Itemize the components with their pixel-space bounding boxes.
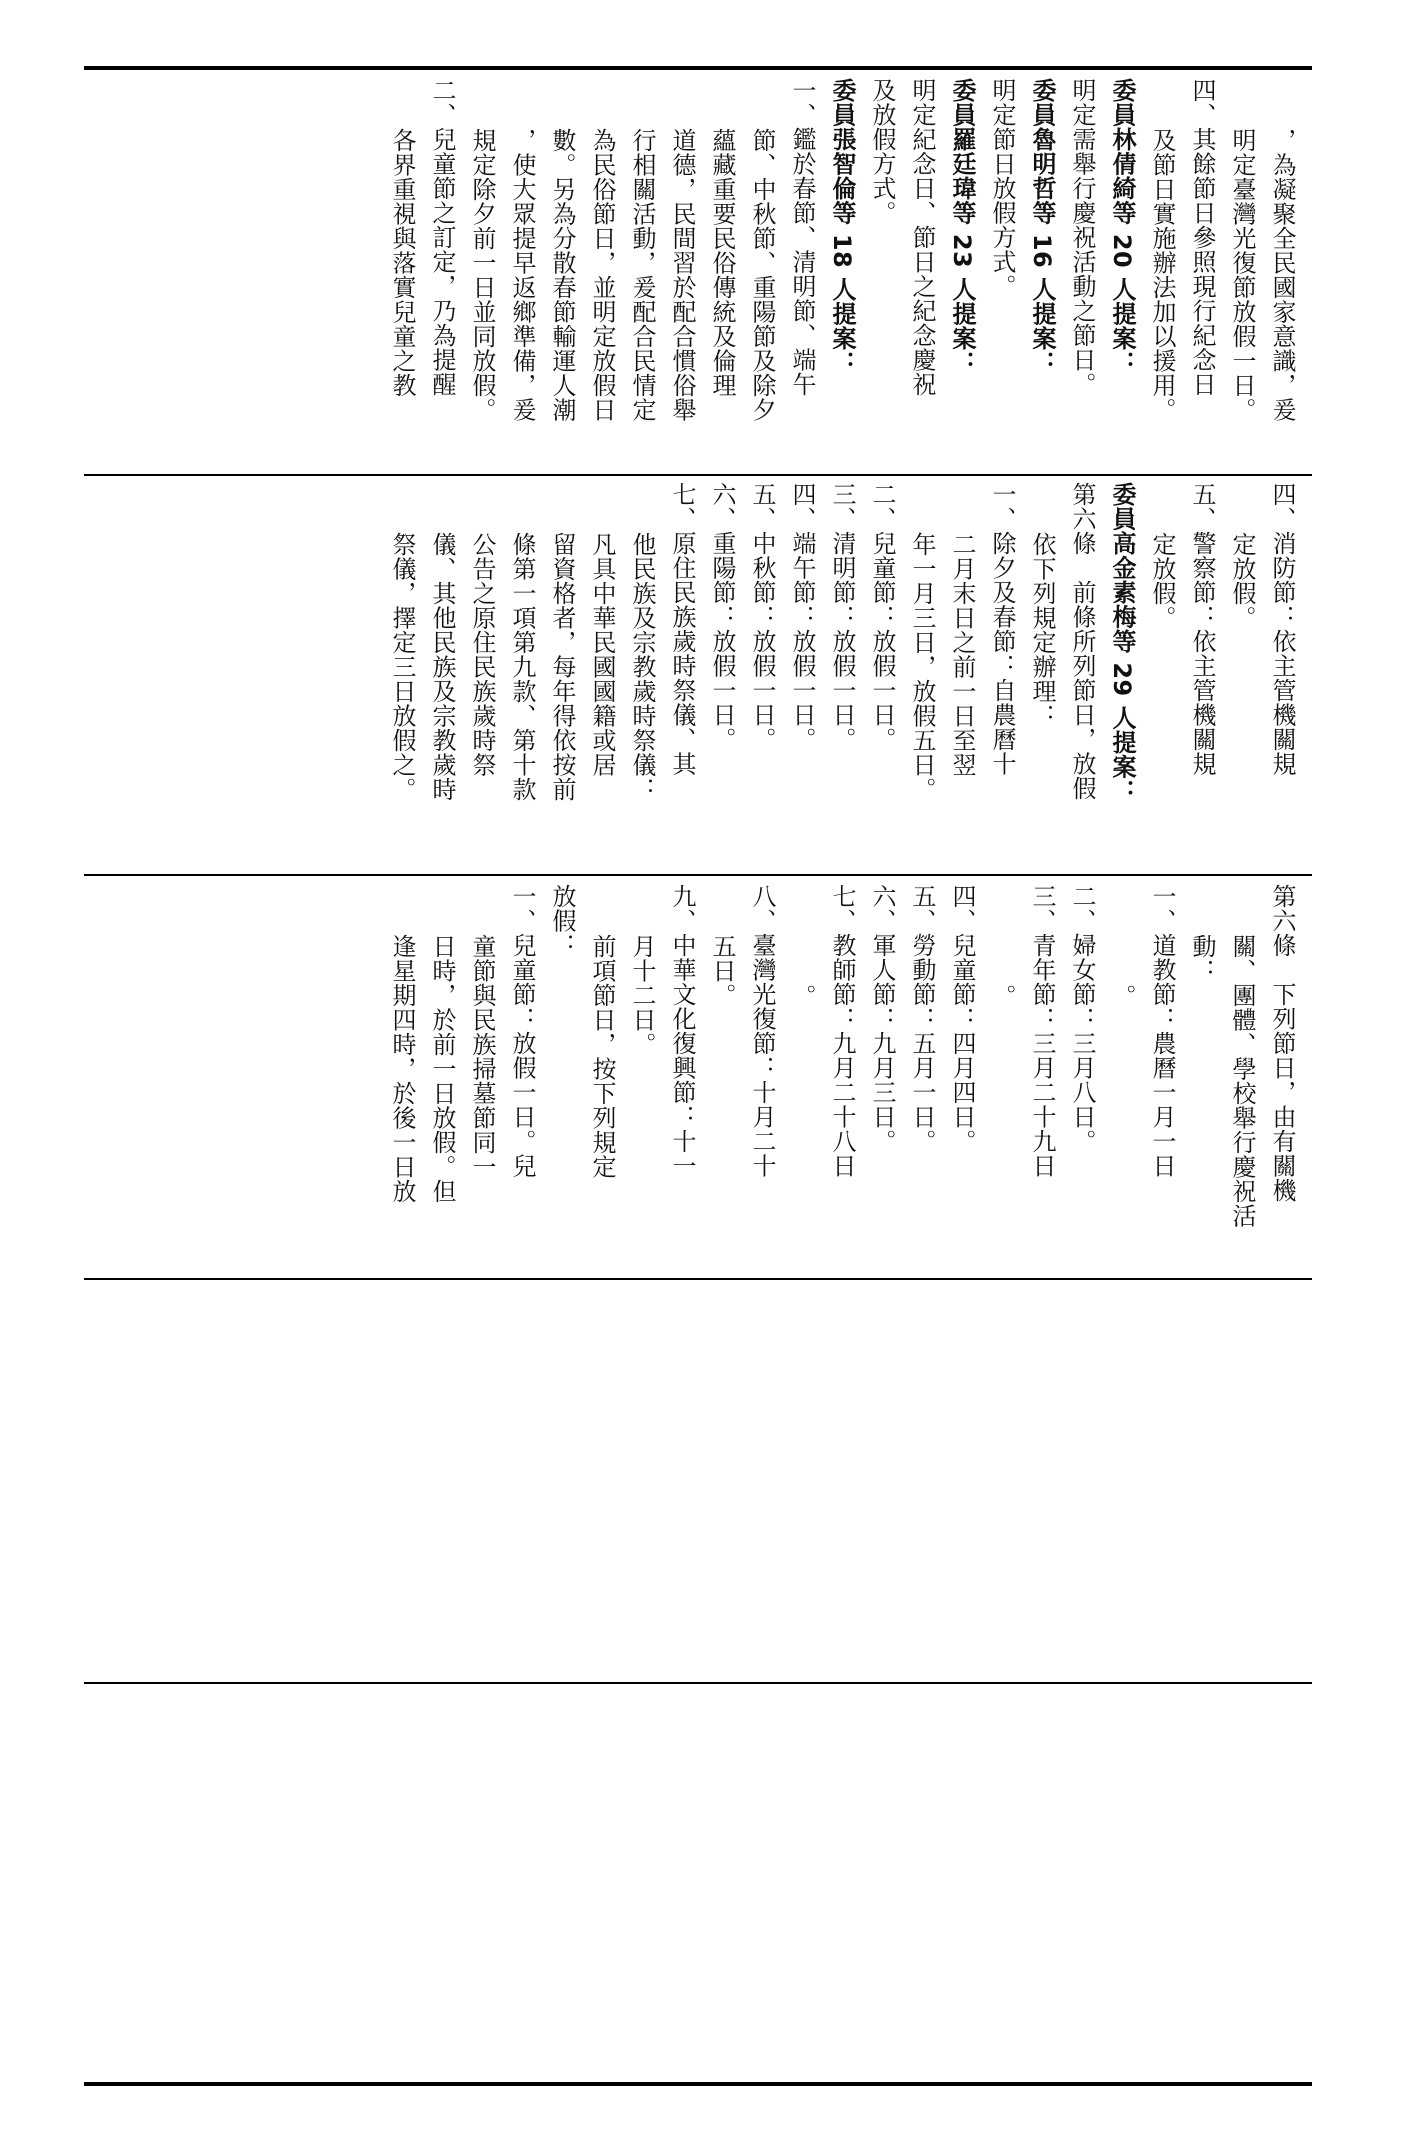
text-line: 委員張智倫等 18 人提案： — [828, 78, 856, 376]
text-line: 及節日實施辦法加以援用。 — [1148, 128, 1176, 422]
text-line: 三、清明節：放假一日。 — [828, 482, 856, 752]
text-line: 日時，於前一日放假。但 — [428, 934, 456, 1204]
text-line: 二、兒童節之訂定，乃為提醒 — [428, 78, 456, 397]
text-line: 規定除夕前一日並同放假。 — [468, 128, 496, 422]
text-line: 四、其餘節日參照現行紀念日 — [1188, 78, 1216, 397]
text-line: 。 — [788, 984, 816, 1009]
text-line: 四、端午節：放假一日。 — [788, 482, 816, 752]
bottom-rule — [84, 2082, 1312, 2086]
text-line: 委員魯明哲等 16 人提案： — [1028, 78, 1056, 376]
text-line: 前項節日，按下列規定 — [588, 934, 616, 1179]
text-line: 逢星期四時，於後一日放 — [388, 934, 416, 1204]
text-line: 明定需舉行慶祝活動之節日。 — [1068, 78, 1096, 397]
text-line: 留資格者，每年得依按前 — [548, 532, 576, 802]
text-line: 一、兒童節：放假一日。兒 — [508, 884, 536, 1178]
text-line: 凡具中華民國國籍或居 — [588, 532, 616, 777]
rule-4 — [84, 1682, 1312, 1684]
text-line: 儀、其他民族及宗教歲時 — [428, 532, 456, 802]
text-line: 節、中秋節、重陽節及除夕 — [748, 128, 776, 422]
text-line: 九、中華文化復興節：十一 — [668, 884, 696, 1178]
text-line: 委員林倩綺等 20 人提案： — [1108, 78, 1136, 376]
text-line: 四、兒童節：四月四日。 — [948, 884, 976, 1154]
text-line: 六、軍人節：九月三日。 — [868, 884, 896, 1154]
text-line: 童節與民族掃墓節同一 — [468, 934, 496, 1179]
text-line: 。 — [1108, 984, 1136, 1009]
text-line: 五、勞動節：五月一日。 — [908, 884, 936, 1154]
text-line: 二月末日之前一日至翌 — [948, 532, 976, 777]
text-line: 各界重視與落實兒童之教 — [388, 128, 416, 398]
text-line: ，為凝聚全民國家意識，爰 — [1268, 128, 1296, 422]
column-top — [96, 78, 1302, 482]
text-line: 。 — [988, 984, 1016, 1009]
column-middle — [96, 482, 1302, 886]
text-line: 二、兒童節：放假一日。 — [868, 482, 896, 752]
text-line: 關、團體、學校舉行慶祝活 — [1228, 934, 1256, 1228]
text-line: 一、除夕及春節：自農曆十 — [988, 482, 1016, 776]
text-line: ，使大眾提早返鄉準備，爰 — [508, 128, 536, 422]
text-line: 六、重陽節：放假一日。 — [708, 482, 736, 752]
text-line: 八、臺灣光復節：十月二十 — [748, 884, 776, 1178]
text-line: 七、原住民族歲時祭儀、其 — [668, 482, 696, 776]
text-line: 明定節日放假方式。 — [988, 78, 1016, 299]
text-line: 一、道教節：農曆一月一日 — [1148, 884, 1176, 1178]
text-line: 五日。 — [708, 934, 736, 1008]
text-line: 動： — [1188, 934, 1216, 983]
text-line: 條第一項第九款、第十款 — [508, 532, 536, 802]
text-line: 道德，民間習於配合慣俗舉 — [668, 128, 696, 422]
text-line: 七、教師節：九月二十八日 — [828, 884, 856, 1178]
text-line: 行相關活動，爰配合民情定 — [628, 128, 656, 422]
text-line: 明定臺灣光復節放假一日。 — [1228, 128, 1256, 422]
text-line: 委員高金素梅等 29 人提案： — [1108, 482, 1136, 804]
text-line: 一、鑑於春節、清明節、端午 — [788, 78, 816, 397]
text-line: 第六條 下列節日，由有關機 — [1268, 884, 1296, 1203]
text-line: 三、青年節：三月二十九日 — [1028, 884, 1056, 1178]
text-line: 蘊藏重要民俗傳統及倫理 — [708, 128, 736, 398]
text-line: 定放假。 — [1148, 532, 1176, 630]
text-line: 二、婦女節：三月八日。 — [1068, 884, 1096, 1154]
text-line: 數。另為分散春節輸運人潮 — [548, 128, 576, 422]
top-rule — [84, 66, 1312, 70]
text-line: 第六條 前條所列節日，放假 — [1068, 482, 1096, 801]
text-line: 祭儀，擇定三日放假之。 — [388, 532, 416, 802]
text-line: 委員羅廷瑋等 23 人提案： — [948, 78, 976, 376]
text-line: 定放假。 — [1228, 532, 1256, 630]
column-bottom — [96, 884, 1302, 1288]
text-line: 為民俗節日，並明定放假日 — [588, 128, 616, 422]
text-line: 年一月三日，放假五日。 — [908, 532, 936, 802]
text-line: 依下列規定辦理： — [1028, 532, 1056, 728]
text-line: 明定紀念日、節日之紀念慶祝 — [908, 78, 936, 397]
text-line: 放假： — [548, 884, 576, 958]
text-line: 及放假方式。 — [868, 78, 896, 225]
text-line: 五、警察節：依主管機關規 — [1188, 482, 1216, 776]
text-line: 月十二日。 — [628, 934, 656, 1057]
text-line: 四、消防節：依主管機關規 — [1268, 482, 1296, 776]
text-line: 他民族及宗教歲時祭儀： — [628, 532, 656, 802]
text-line: 公告之原住民族歲時祭 — [468, 532, 496, 777]
text-line: 五、中秋節：放假一日。 — [748, 482, 776, 752]
